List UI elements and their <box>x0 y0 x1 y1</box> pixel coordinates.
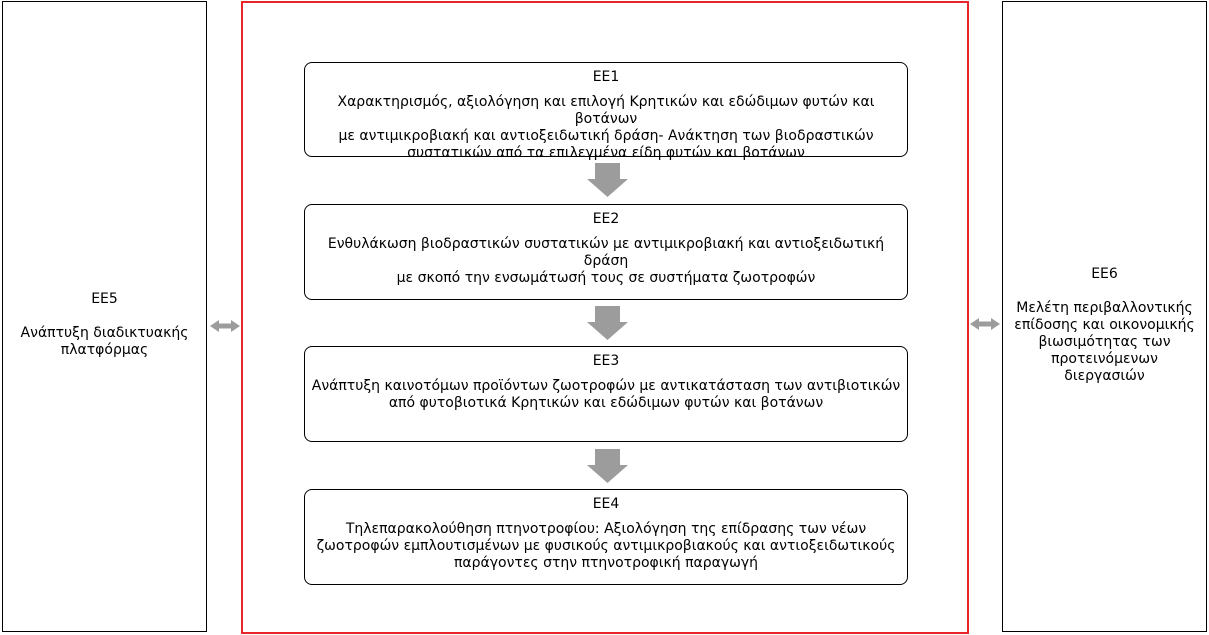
work-package-ee1 <box>304 62 908 161</box>
work-package-ee2-id: ΕΕ2 <box>592 211 620 227</box>
side-box-ee5-content <box>15 274 195 359</box>
side-box-ee6-content <box>1008 249 1200 385</box>
double-arrow-icon <box>970 318 1000 330</box>
side-box-ee6 <box>1002 1 1207 632</box>
work-package-ee1-id: ΕΕ1 <box>592 69 620 85</box>
double-arrow-icon <box>210 320 240 332</box>
work-package-ee4-id: ΕΕ4 <box>592 496 620 512</box>
side-box-ee5-id: ΕΕ5 <box>91 291 118 307</box>
work-package-ee1-text: Χαρακτηρισμός, αξιολόγηση και επιλογή Κρητικών και εδώδιμων φυτών και βοτάνων με αντιμικροβιακή και αντιοξειδωτική δράση- Ανάκτηση των βιοδραστικών συστατικών από τα επιλεγμένα είδη φυτών και βοτάνων <box>337 94 875 161</box>
work-package-ee3 <box>304 346 908 442</box>
work-package-ee4-text: Τηλεπαρακολούθηση πτηνοτροφίου: Αξιολόγηση της επίδρασης των νέων ζωοτροφών εμπλουτισμένων με φυσικούς αντιμικροβιακούς και αντιοξειδωτικούς παράγοντες στην πτηνοτροφική παραγωγή <box>316 521 896 571</box>
side-box-ee5-text: Ανάπτυξη διαδικτυακής πλατφόρμας <box>20 325 189 358</box>
work-package-ee4 <box>304 489 908 585</box>
work-package-ee3-id: ΕΕ3 <box>592 353 620 369</box>
side-box-ee6-text: Μελέτη περιβαλλοντικής επίδοσης και οικονομικής βιωσιμότητας των προτεινόμενων διεργασιών <box>1014 299 1195 384</box>
work-package-ee2-text: Ενθυλάκωση βιοδραστικών συστατικών με αντιμικροβιακή και αντιοξειδωτική δράση με σκοπό την ενσωμάτωσή τους σε συστήματα ζωοτροφών <box>327 236 885 286</box>
side-box-ee5 <box>2 1 207 632</box>
side-box-ee6-id: ΕΕ6 <box>1091 265 1118 282</box>
work-package-ee3-text: Ανάπτυξη καινοτόμων προϊόντων ζωοτροφών με αντικατάσταση των αντιβιοτικών από φυτοβιοτικά Κρητικών και εδώδιμων φυτών και βοτάνων <box>311 378 901 411</box>
work-package-ee2 <box>304 204 908 300</box>
